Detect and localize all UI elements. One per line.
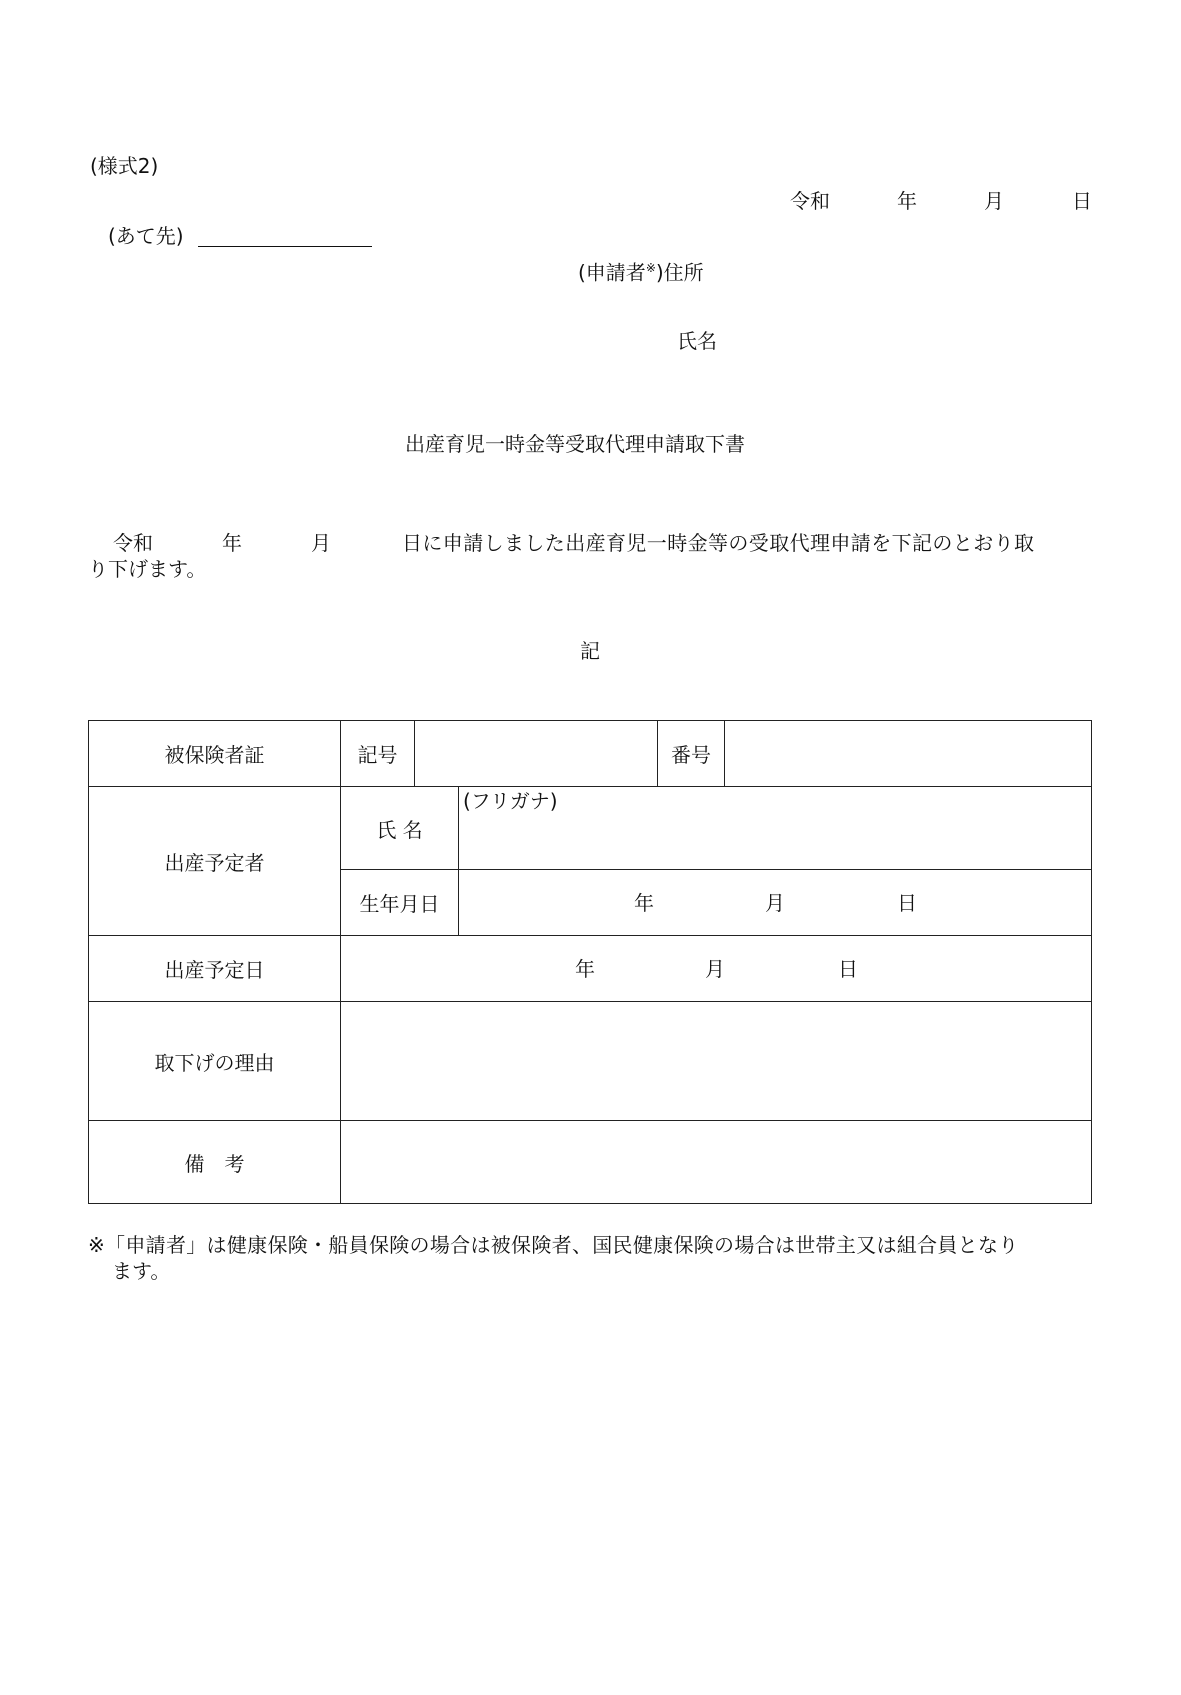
expectant-name-field[interactable] (459, 787, 1092, 870)
date-month: 月 (984, 189, 1004, 213)
body-line2: り下げます。 (88, 557, 207, 581)
table-row (89, 787, 1092, 870)
applicant-label: (申請者 (578, 260, 646, 285)
table-row (89, 721, 1092, 787)
reason-field[interactable] (341, 1002, 1092, 1121)
number-field[interactable] (725, 721, 1092, 787)
addressee-blank[interactable] (198, 226, 372, 247)
furigana-label: (フリガナ) (463, 789, 558, 813)
footnote-line1: ※「申請者」は健康保険・船員保険の場合は被保険者、国民健康保険の場合は世帯主又は組合員となり (88, 1233, 1019, 1257)
addressee-label: (あて先) (108, 224, 184, 248)
applicant-address-label (578, 262, 704, 283)
expectant-label: 出産予定者 (89, 787, 341, 936)
birthdate-label: 生年月日 (341, 870, 459, 936)
applicant-name-label: 氏名 (677, 329, 717, 353)
birthdate-month: 月 (765, 890, 785, 915)
address-suffix: )住所 (655, 260, 704, 285)
ki-label: 記 (580, 639, 600, 663)
symbol-label: 記号 (341, 721, 415, 787)
due-date-day: 日 (838, 956, 858, 981)
body-month: 月 (311, 531, 331, 555)
body-year: 年 (222, 531, 242, 555)
due-date-year: 年 (575, 956, 595, 981)
remarks-label: 備 考 (89, 1121, 341, 1204)
date-era: 令和 (790, 189, 830, 213)
reason-label: 取下げの理由 (89, 1002, 341, 1121)
birthdate-day: 日 (897, 890, 917, 915)
due-date-label: 出産予定日 (89, 936, 341, 1002)
form-style-label: (様式2) (90, 154, 159, 178)
insured-card-label: 被保険者証 (89, 721, 341, 787)
body-line1-rest: 日に申請しました出産育児一時金等の受取代理申請を下記のとおり取 (402, 531, 1035, 555)
due-date-field[interactable] (341, 936, 1092, 1002)
date-year: 年 (897, 189, 917, 213)
birthdate-year: 年 (634, 890, 654, 915)
footnote-line2: ます。 (112, 1259, 171, 1283)
withdrawal-form-table (88, 720, 1092, 1204)
table-row (89, 1002, 1092, 1121)
body-era: 令和 (113, 531, 153, 555)
due-date-month: 月 (705, 956, 725, 981)
remarks-field[interactable] (341, 1121, 1092, 1204)
document-title: 出産育児一時金等受取代理申請取下書 (405, 432, 745, 456)
number-label: 番号 (658, 721, 725, 787)
symbol-field[interactable] (415, 721, 658, 787)
expectant-name-label: 氏 名 (341, 787, 459, 870)
table-row (89, 1121, 1092, 1204)
applicant-note-mark: ※ (645, 261, 656, 275)
table-row (89, 936, 1092, 1002)
birthdate-field[interactable] (459, 870, 1092, 936)
date-day: 日 (1072, 189, 1092, 213)
